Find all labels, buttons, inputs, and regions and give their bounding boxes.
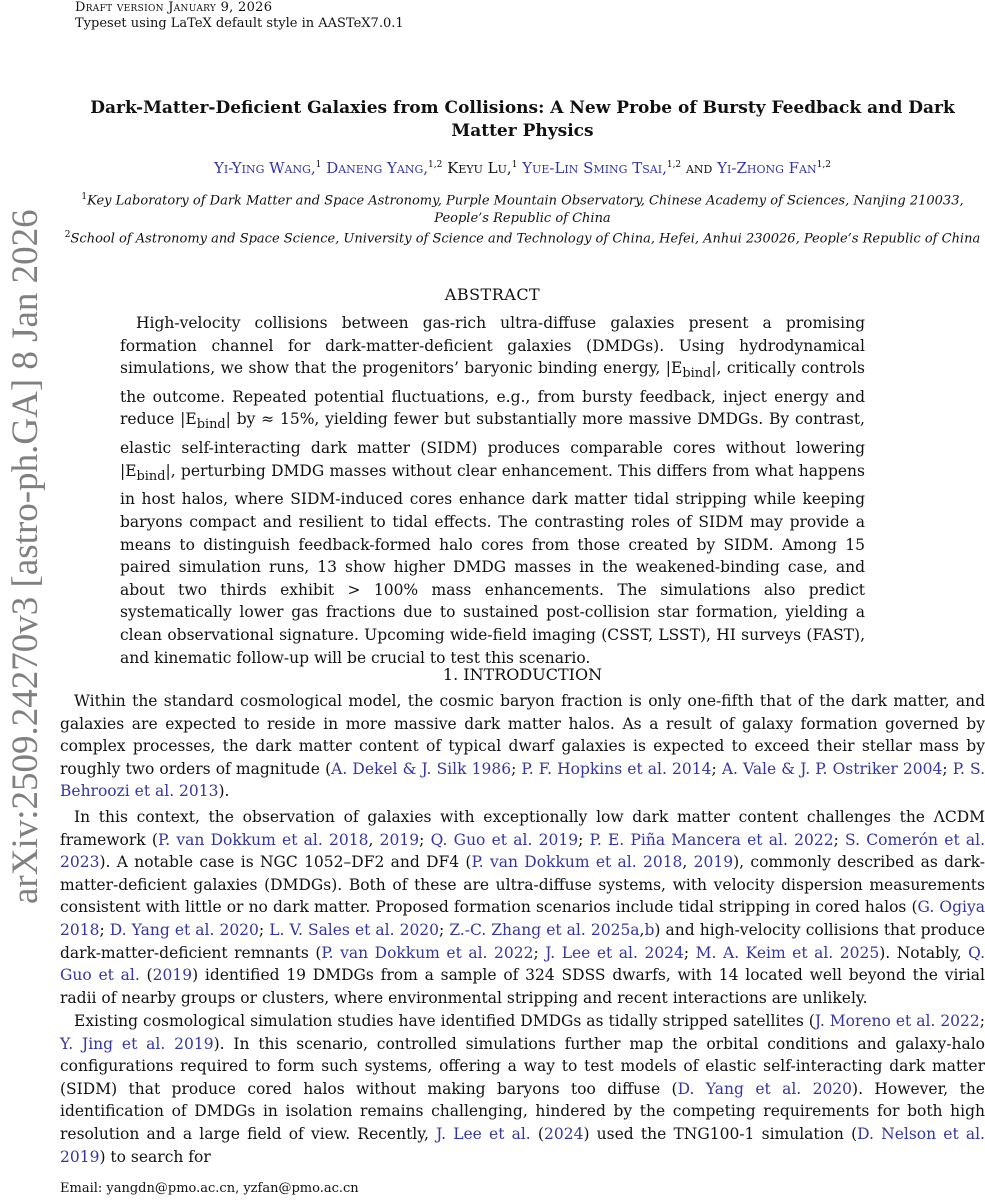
running-header: Draft version January 9, 2026: [75, 0, 273, 15]
affil-mark: 1,2: [666, 160, 682, 170]
author-link[interactable]: Yi-Zhong Fan: [717, 159, 817, 177]
citation-link[interactable]: b: [644, 920, 655, 939]
citation-link[interactable]: 2019: [379, 830, 420, 849]
citation-link[interactable]: D. Yang et al. 2020: [677, 1079, 853, 1098]
affiliation-2: [60, 226, 985, 248]
citation-link[interactable]: 2024: [543, 1124, 584, 1143]
citation-link[interactable]: Q. Guo et al.: [60, 943, 985, 985]
citation-link[interactable]: J. Moreno et al. 2022: [814, 1012, 980, 1030]
citation-link[interactable]: D. Nelson et al. 2019: [60, 1124, 985, 1166]
affil-number: 2: [64, 230, 71, 240]
citation-link[interactable]: P. van Dokkum et al. 2018: [471, 853, 683, 872]
citation-link[interactable]: J. Lee et al.: [436, 1124, 531, 1143]
citation-link[interactable]: J. Lee et al. 2024: [545, 943, 684, 962]
affil-mark: 1: [511, 160, 518, 170]
typeset-note: Typeset using LaTeX default style in AASTeX7.0.1: [75, 16, 404, 31]
author-name: Keyu Lu,: [447, 159, 512, 177]
citation-link[interactable]: A. Dekel & J. Silk 1986: [331, 759, 512, 778]
citation-link[interactable]: P. S. Behroozi et al. 2013: [60, 759, 985, 801]
citation-link[interactable]: S. Comerón et al. 2023: [60, 830, 985, 872]
citation-link[interactable]: P. F. Hopkins et al. 2014: [521, 759, 712, 778]
citation-link[interactable]: L. V. Sales et al. 2020: [269, 920, 440, 939]
abstract-body: High-velocity collisions between gas-rich ultra-diffuse galaxies present a promising formation channel for dark-matter-deficient galaxies (DMDGs). Using hydrodynamical simulations, we show that the progenitors’ baryonic binding energy, $|E_{bind}|$, critically controls the outcome. Repeated potential fluctuations, e.g., from bursty feedback, inject energy and reduce $|E_{bind}|$ by ≈ 15%, yielding fewer but substantially more massive DMDGs. By contrast, elastic self-interacting dark matter (SIDM) produces comparable cores without lowering $|E_{bind}|$, perturbing DMDG masses without clear enhancement. This differs from what happens in host halos, where SIDM-induced cores enhance dark matter tidal stripping while keeping baryons compact and resilient to tidal effects. The contrasting roles of SIDM may provide a means to distinguish feedback-formed halo cores from those created by SIDM. Among 15 paired simulation runs, 13 show higher DMDG masses in the weakened-binding case, and about two thirds exhibit > 100% mass enhancements. The simulations also predict systematically lower gas fractions due to sustained post-collision star formation, yielding a clean observational signature. Upcoming wide-field imaging (CSST, LSST), HI surveys (FAST), and kinematic follow-up will be crucial to test this scenario.: [120, 314, 865, 667]
paper-title: Dark-Matter-Deficient Galaxies from Collisions: A New Probe of Bursty Feedback and Dark Matter Physics: [90, 98, 955, 141]
author-conjunction: and: [685, 159, 713, 177]
affiliation-text: Key Laboratory of Dark Matter and Space Astronomy, Purple Mountain Observatory, Chinese Academy of Sciences, Nanjing 210033, People’s Republic of China: [87, 193, 964, 227]
citation-link[interactable]: P. van Dokkum et al. 2018: [157, 830, 369, 849]
email-footnote: Email: yangdn@pmo.ac.cn, yzfan@pmo.ac.cn: [60, 1181, 359, 1196]
subscript: bind: [136, 468, 166, 484]
intro-paragraph-1: Within the standard cosmological model, the cosmic baryon fraction is only one-fifth that of the dark matter, and galaxies are expected to reside in more massive dark matter halos. As a result of galaxy formation governed by complex processes, the dark matter content of typical dwarf galaxies is expected to exceed their stellar mass by roughly two orders of magnitude (A. Dekel & J. Silk 1986; P. F. Hopkins et al. 2014; A. Vale & J. P. Ostriker 2004; P. S. Behroozi et al. 2013).: [60, 692, 985, 801]
affiliation-text: School of Astronomy and Space Science, University of Science and Technology of China, Hefei, Anhui 230026, People’s Republic of China: [70, 231, 981, 247]
affil-mark: 1,2: [816, 160, 831, 170]
affil-mark: 1,2: [428, 160, 443, 170]
citation-link[interactable]: Y. Jing et al. 2019: [60, 1034, 214, 1053]
subscript: bind: [682, 366, 712, 382]
author-list: [60, 155, 985, 178]
citation-link[interactable]: M. A. Keim et al. 2025: [695, 943, 880, 962]
intro-paragraph-2: In this context, the observation of galaxies with exceptionally low dark matter content challenges the ΛCDM framework (P. van Dokkum et al. 2018, 2019; Q. Guo et al. 2019; P. E. Piña Mancera et al. 2022; S. Comerón et al. 2023). A notable case is NGC 1052–DF2 and DF4 (P. van Dokkum et al. 2018, 2019), commonly described as dark-matter-deficient galaxies (DMDGs). Both of these are ultra-diffuse systems, with velocity dispersion measurements consistent with little or no dark matter. Proposed formation scenarios include tidal stripping in cored halos (G. Ogiya 2018; D. Yang et al. 2020; L. V. Sales et al. 2020; Z.-C. Zhang et al. 2025a,b) and high-velocity collisions that produce dark-matter-deficient remnants (P. van Dokkum et al. 2022; J. Lee et al. 2024; M. A. Keim et al. 2025). Notably, Q. Guo et al. (2019) identified 19 DMDGs from a sample of 324 SDSS dwarfs, with 14 located well beyond the virial radii of nearby groups or clusters, where environmental stripping and recent interactions are unlikely.: [60, 808, 985, 1007]
author-link[interactable]: Daneng Yang,: [326, 159, 429, 177]
citation-link[interactable]: P. van Dokkum et al. 2022: [321, 943, 534, 962]
affil-mark: 1: [315, 160, 322, 170]
author-link[interactable]: Yue-Lin Sming Tsai,: [522, 159, 667, 177]
citation-link[interactable]: Z.-C. Zhang et al. 2025a: [449, 920, 640, 939]
arxiv-identifier: arXiv:2509.24270v3 [astro-ph.GA] 8 Jan 2026: [5, 209, 46, 904]
abstract-heading: ABSTRACT: [444, 285, 541, 304]
section-heading: 1. INTRODUCTION: [442, 665, 603, 684]
affil-number: 1: [81, 192, 88, 202]
citation-link[interactable]: 2019: [152, 966, 193, 985]
citation-link[interactable]: D. Yang et al. 2020: [109, 920, 259, 939]
citation-link[interactable]: Q. Guo et al. 2019: [430, 830, 579, 849]
citation-link[interactable]: P. E. Piña Mancera et al. 2022: [589, 830, 834, 849]
intro-paragraph-3: Existing cosmological simulation studies have identified DMDGs as tidally stripped satellites (J. Moreno et al. 2022; Y. Jing et al. 2019). In this scenario, controlled simulations further map the orbital conditions and galaxy-halo configurations required to form such systems, offering a way to test models of elastic self-interacting dark matter (SIDM) that produce cored halos without making baryons too diffuse (D. Yang et al. 2020). However, the identification of DMDGs in isolation remains challenging, hindered by the competing requirements for both high resolution and a large field of view. Recently, J. Lee et al. (2024) used the TNG100-1 simulation (D. Nelson et al. 2019) to search for: [60, 1012, 985, 1166]
affiliation-1: [60, 188, 985, 228]
citation-link[interactable]: A. Vale & J. P. Ostriker 2004: [721, 759, 943, 778]
subscript: bind: [196, 417, 226, 433]
citation-link[interactable]: 2019: [693, 853, 734, 872]
citation-link[interactable]: G. Ogiya 2018: [60, 898, 985, 939]
author-link[interactable]: Yi-Ying Wang,: [214, 159, 316, 177]
